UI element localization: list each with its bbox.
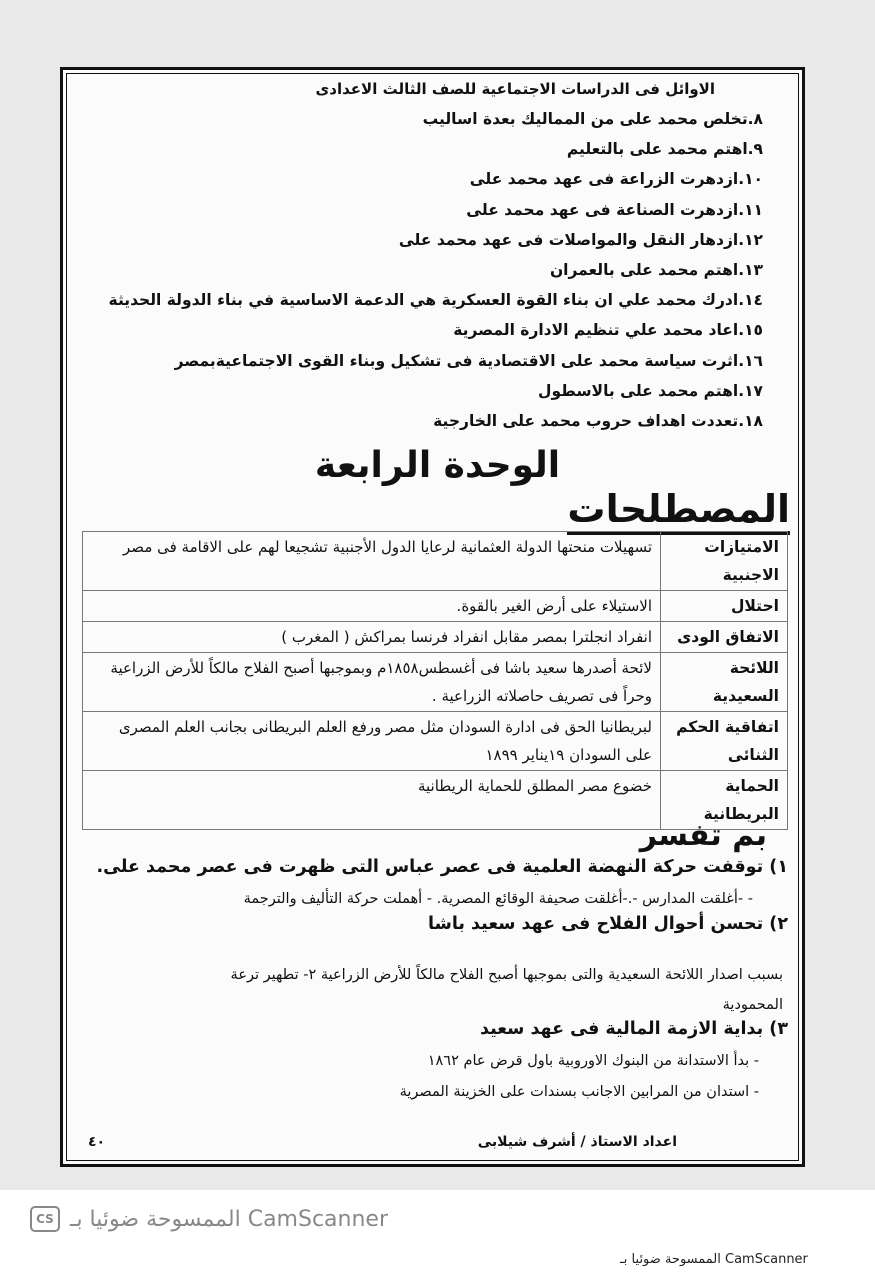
- list-item-text: اعاد محمد علي تنظيم الادارة المصرية: [453, 321, 739, 340]
- list-item: [123, 255, 763, 285]
- list-item: [123, 376, 763, 406]
- list-item-number: ١٧.: [738, 381, 763, 400]
- list-item-number: ١٨.: [738, 411, 763, 430]
- list-item-number: ٩.: [747, 140, 763, 159]
- definition-cell: لائحة أصدرها سعيد باشا فى أغسطس١٨٥٨م وبموجبها أصبح الفلاح مالكاً للأرض الزراعية وحراً فى تصريف حاصلاته الزراعية .: [83, 653, 661, 712]
- list-item-text: ازدهرت الصناعة فى عهد محمد على: [466, 200, 739, 219]
- page-number: ٤٠: [88, 1134, 106, 1150]
- table-row: [83, 653, 788, 712]
- terms-heading: المصطلحات: [567, 487, 790, 535]
- answer-2-line-2: المحمودية: [722, 997, 783, 1013]
- list-item: [123, 346, 763, 376]
- definition-cell: تسهيلات منحتها الدولة العثمانية لرعايا الدول الأجنبية تشجيعا لهم على الاقامة فى مصر: [83, 532, 661, 591]
- camscanner-watermark-text: الممسوحة ضوئيا بـ CamScanner: [70, 1206, 388, 1232]
- terms-table: [82, 531, 788, 830]
- camscanner-watermark: [30, 1202, 388, 1236]
- term-cell: احتلال: [661, 591, 788, 622]
- answer-3-item-2: - استدان من المرابين الاجانب بسندات على الخزينة المصرية: [399, 1084, 759, 1100]
- list-item-text: اثرت سياسة محمد على الاقتصادية فى تشكيل وبناء القوى الاجتماعيةبمصر: [174, 351, 739, 370]
- table-row: [83, 532, 788, 591]
- list-item-number: ١٤.: [738, 291, 763, 310]
- question-2: ٢) تحسن أحوال الفلاح فى عهد سعيد باشا: [428, 914, 788, 934]
- list-item-text: اهتم محمد على بالعمران: [549, 260, 739, 279]
- list-item-text: اهتم محمد على بالاسطول: [538, 381, 739, 400]
- table-row: [83, 591, 788, 622]
- term-cell: الاتفاق الودى: [661, 622, 788, 653]
- camscanner-logo-icon: CS: [30, 1206, 60, 1232]
- list-item-number: ١٦.: [738, 351, 763, 370]
- term-cell: اتفاقية الحكم الثنائى: [661, 712, 788, 771]
- list-item: [123, 164, 763, 194]
- list-item: [123, 315, 763, 345]
- list-item-text: ادرك محمد علي ان بناء القوة العسكرية هي الدعمة الاساسية في بناء الدولة الحديثة: [108, 291, 739, 310]
- definition-cell: انفراد انجلترا بمصر مقابل انفراد فرنسا بمراكش ( المغرب ): [83, 622, 661, 653]
- answer-1: - -أغلقت المدارس -.-أغلقت صحيفة الوقائع المصرية. - أهملت حركة التأليف والترجمة: [243, 891, 753, 907]
- list-item: [123, 406, 763, 436]
- table-row: [83, 622, 788, 653]
- list-item-text: تخلص محمد على من المماليك بعدة اساليب: [422, 110, 748, 128]
- answer-2-line-1: بسبب اصدار اللائحة السعيدية والتى بموجبها أصبح الفلاح مالكاً للأرض الزراعية ٢- تطهير ترعة: [230, 967, 783, 983]
- list-item-text: اهتم محمد على بالتعليم: [566, 140, 748, 159]
- term-cell: الحماية البريطانية: [661, 771, 788, 830]
- term-cell: اللائحة السعيدية: [661, 653, 788, 712]
- list-item: [123, 195, 763, 225]
- numbered-list: [108, 104, 763, 436]
- footer-author: اعداد الاستاذ / أشرف شيلابى: [477, 1134, 677, 1150]
- list-item-number: ٨.: [747, 110, 763, 128]
- answer-3-item-1: - بدأ الاستدانة من البنوك الاوروبية باول قرض عام ١٨٦٢: [427, 1053, 759, 1069]
- bottom-caption: الممسوحة ضوئيا بـ CamScanner: [620, 1252, 808, 1267]
- list-item-number: ١١.: [738, 200, 763, 219]
- list-item: [123, 104, 763, 134]
- question-3: ٣) بداية الازمة المالية فى عهد سعيد: [480, 1019, 788, 1039]
- table-row: [83, 712, 788, 771]
- page-header-title: الاوائل فى الدراسات الاجتماعية للصف الثالث الاعدادى: [315, 80, 715, 98]
- unit-title: الوحدة الرابعة: [314, 445, 561, 486]
- list-item-text: ازدهار النقل والمواصلات فى عهد محمد على: [398, 230, 739, 249]
- question-1: ١) توقفت حركة النهضة العلمية فى عصر عباس التى ظهرت فى عصر محمد على.: [96, 857, 788, 877]
- list-item-number: ١٣.: [738, 260, 763, 279]
- list-item-number: ١٥.: [738, 321, 763, 340]
- list-item: [123, 225, 763, 255]
- definition-cell: الاستيلاء على أرض الغير بالقوة.: [83, 591, 661, 622]
- list-item-number: ١٢.: [738, 230, 763, 249]
- list-item: [108, 285, 763, 315]
- list-item-text: ازدهرت الزراعة فى عهد محمد على: [469, 170, 739, 189]
- list-item-text: تعددت اهداف حروب محمد على الخارجية: [433, 411, 739, 430]
- definition-cell: خضوع مصر المطلق للحماية الريطانية: [83, 771, 661, 830]
- list-item: [123, 134, 763, 164]
- term-cell: الامتيازات الاجنبية: [661, 532, 788, 591]
- explain-section-title: بم تفسر: [639, 818, 767, 853]
- list-item-number: ١٠.: [738, 170, 763, 189]
- definition-cell: لبريطانيا الحق فى ادارة السودان مثل مصر ورفع العلم البريطانى بجانب العلم المصرى على السودان ١٩يناير ١٨٩٩: [83, 712, 661, 771]
